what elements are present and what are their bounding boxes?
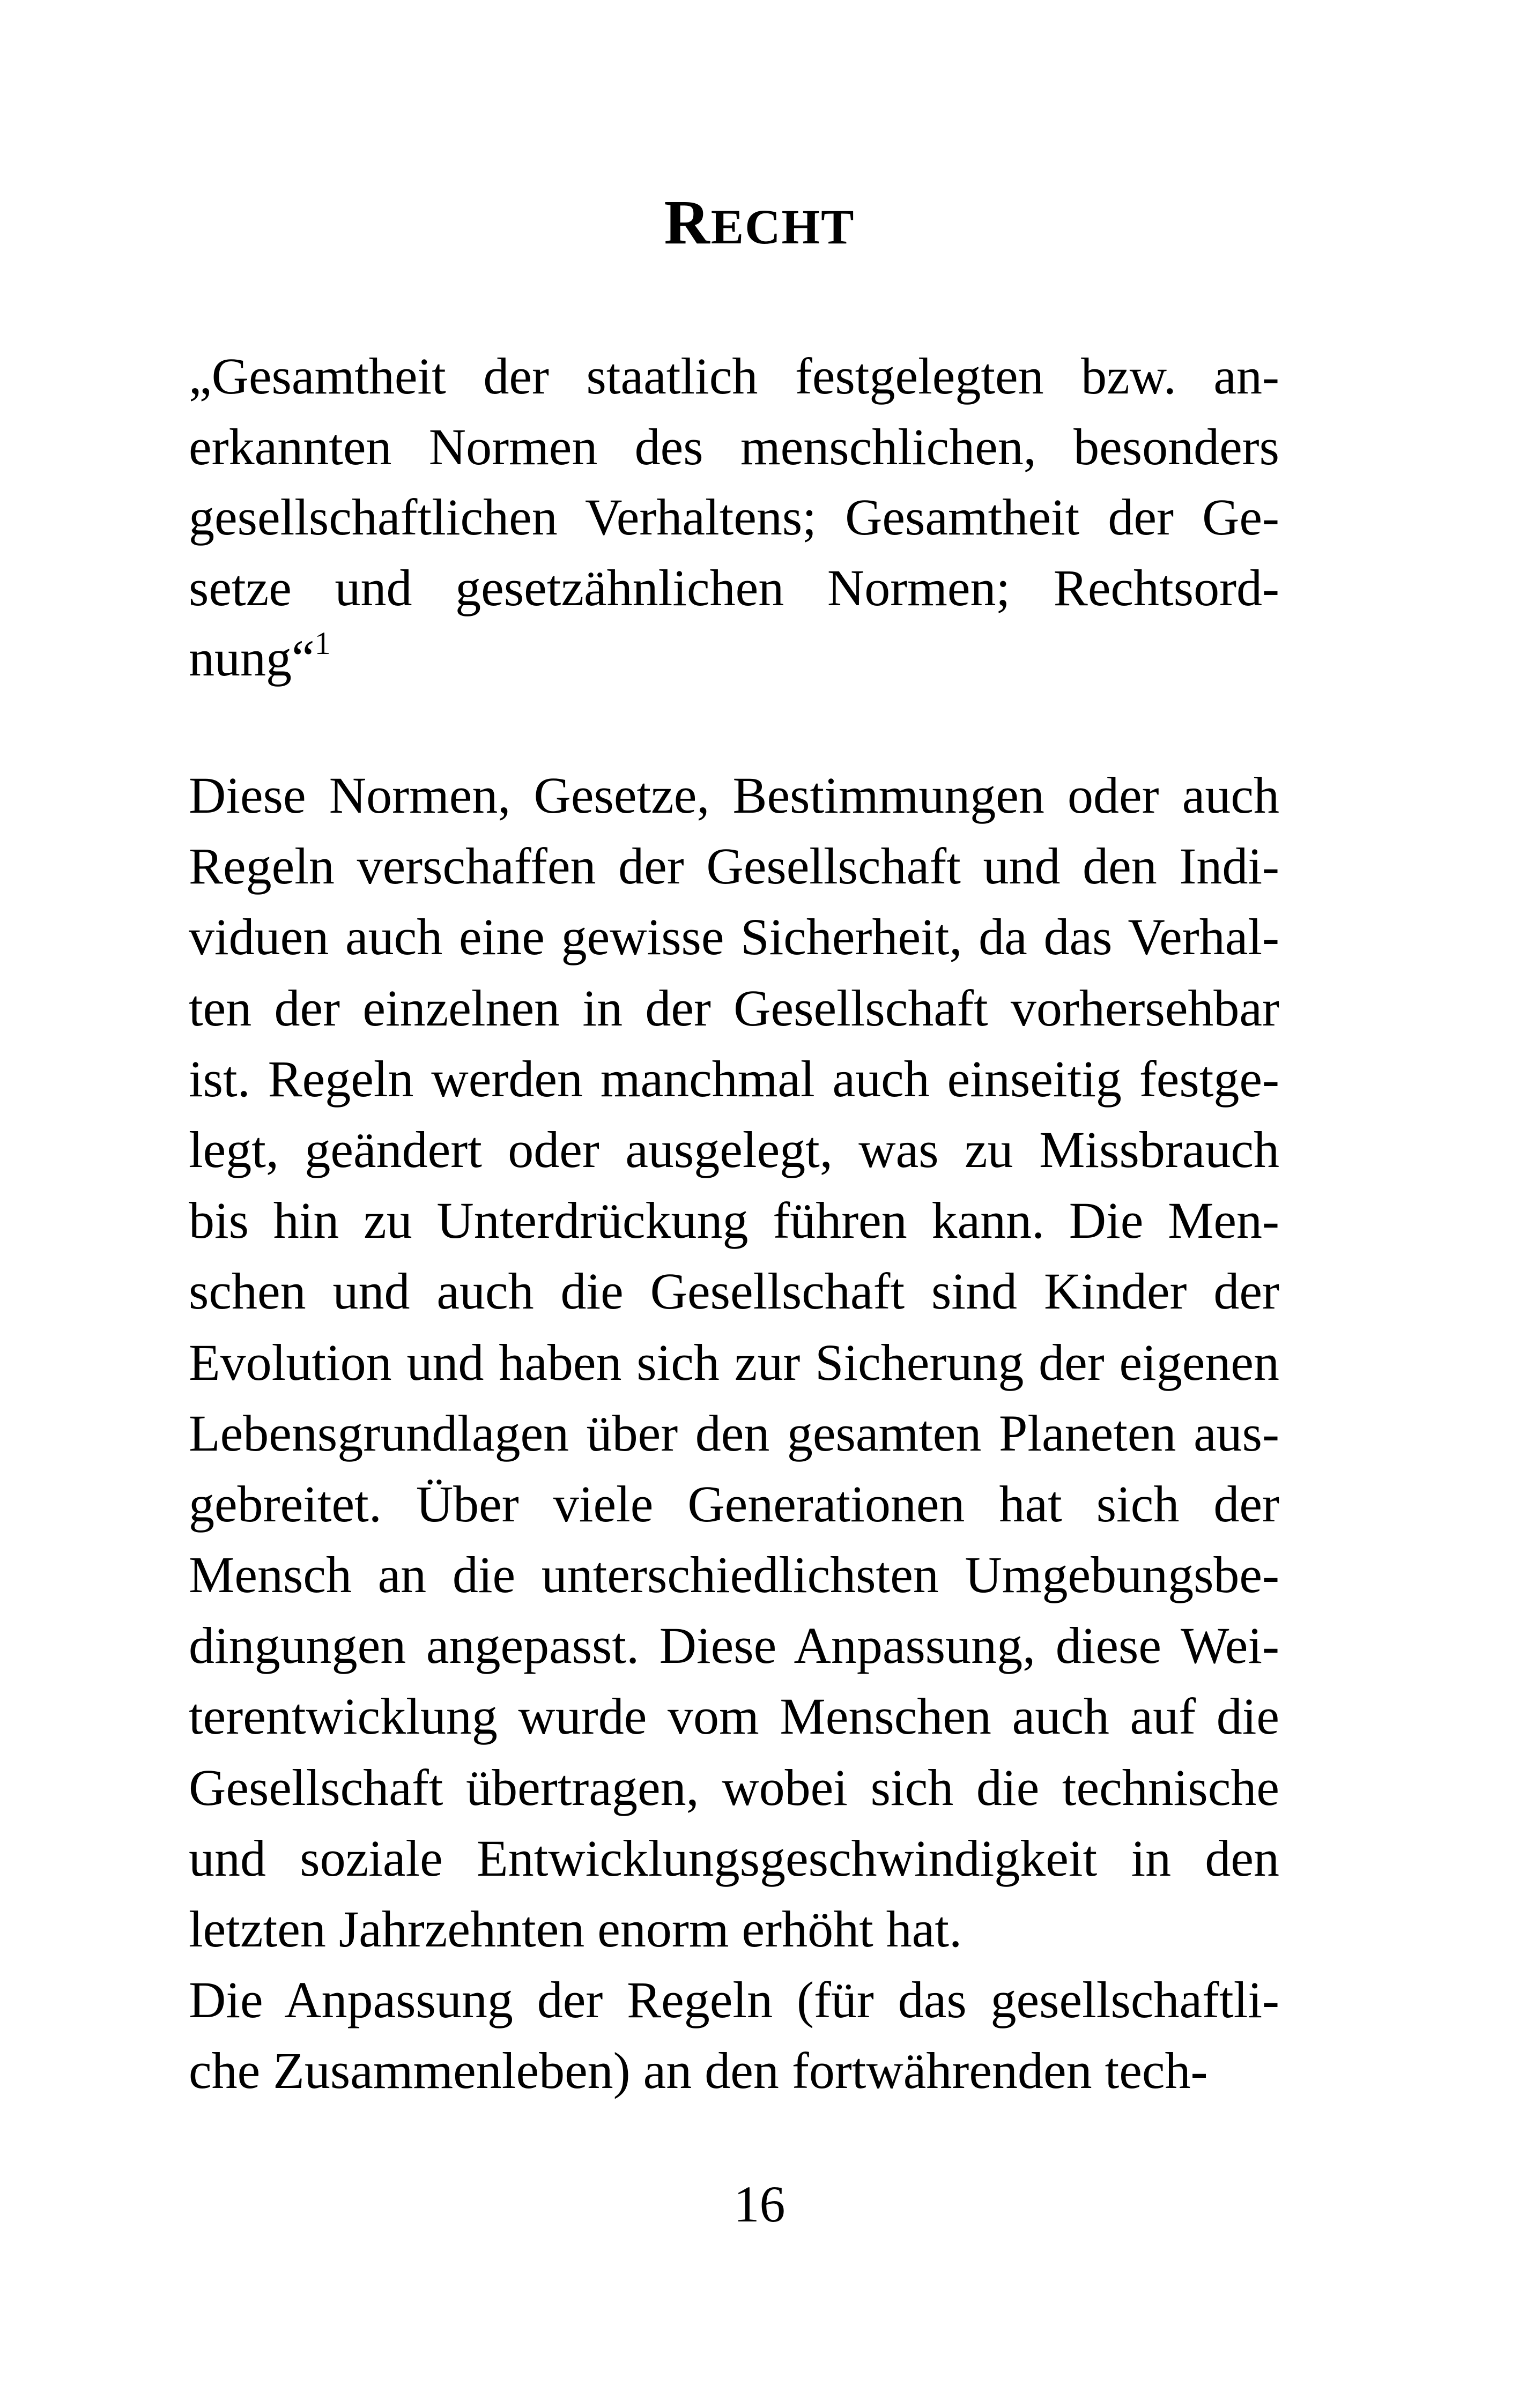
body-line: Lebensgrundlagen über den gesamten Planeten aus- — [189, 1404, 1279, 1462]
body-line: Diese Normen, Gesetze, Bestimmungen oder auch — [189, 767, 1279, 824]
body-line: Regeln verschaffen der Gesellschaft und den Indi- — [189, 837, 1279, 895]
body-line: und soziale Entwicklungsgeschwindigkeit in den — [189, 1829, 1279, 1887]
heading-small-caps: ECHT — [710, 199, 855, 254]
body-line: che Zusammenleben) an den fortwährenden tech- — [189, 2042, 1208, 2100]
body-line: viduen auch eine gewisse Sicherheit, da das Verhal- — [189, 908, 1279, 966]
body-line: Die Anpassung der Regeln (für das gesellschaftli- — [189, 1971, 1279, 2029]
quote-line: „Gesamtheit der staatlich festgelegten bzw. an- — [189, 347, 1279, 405]
quote-line: setze und gesetzähnlichen Normen; Rechtsord- — [189, 559, 1279, 616]
body-line: Evolution und haben sich zur Sicherung der eigenen — [189, 1333, 1279, 1391]
body-line: Mensch an die unterschiedlichsten Umgebungsbe- — [189, 1546, 1279, 1604]
body-line: dingungen angepasst. Diese Anpassung, diese Wei- — [189, 1617, 1279, 1675]
quote-line: nung“ — [189, 629, 315, 687]
body-line: ist. Regeln werden manchmal auch einseitig festge- — [189, 1050, 1279, 1108]
footnote-marker: 1 — [314, 626, 331, 661]
quote-line: gesellschaftlichen Verhaltens; Gesamtheit der Ge- — [189, 488, 1279, 546]
body-line: terentwicklung wurde vom Menschen auch auf die — [189, 1688, 1279, 1745]
body-line: bis hin zu Unterdrückung führen kann. Die Men- — [189, 1192, 1279, 1250]
body-line: Gesellschaft übertragen, wobei sich die technische — [189, 1758, 1279, 1816]
page-number: 16 — [733, 2175, 786, 2233]
quote-line: erkannten Normen des menschlichen, besonders — [189, 418, 1279, 475]
body-line: letzten Jahrzehnten enorm erhöht hat. — [189, 1900, 962, 1958]
definition-quote — [189, 341, 1279, 694]
quote-last-line — [189, 623, 1279, 694]
heading-initial: R — [664, 187, 711, 257]
body-line: schen und auch die Gesellschaft sind Kinder der — [189, 1262, 1279, 1320]
body-line: gebreitet. Über viele Generationen hat sich der — [189, 1475, 1279, 1533]
chapter-heading — [0, 185, 1519, 264]
body-line: legt, geändert oder ausgelegt, was zu Missbrauch — [189, 1120, 1279, 1178]
body-line: ten der einzelnen in der Gesellschaft vorhersehbar — [189, 979, 1279, 1037]
body-paragraphs — [189, 760, 1279, 2107]
